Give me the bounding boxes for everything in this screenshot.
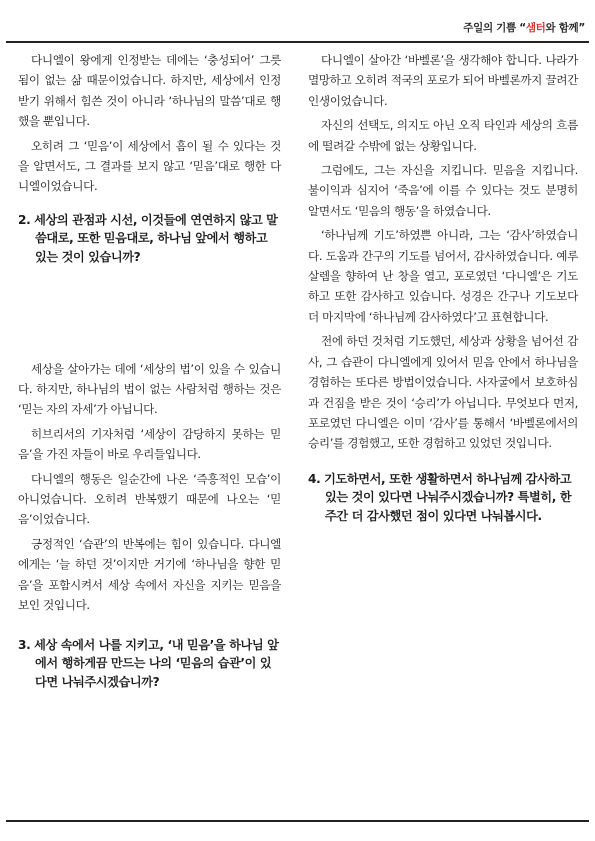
paragraph: 세상을 살아가는 데에 ‘세상의 법’이 있을 수 있습니다. 하지만, 하나님의 법이 없는 사람처럼 행하는 것은 ‘믿는 자의 자세’가 아닙니다. <box>18 361 281 417</box>
paragraph: 다니엘의 행동은 일순간에 나온 ‘즉흥적인 모습’이 아니었습니다. 오히려 반복했기 때문에 나오는 ‘믿음’이었습니다. <box>18 471 281 527</box>
paragraph: 긍정적인 ‘습관’의 반복에는 힘이 있습니다. 다니엘에게는 ‘늘 하던 것’이지만 거기에 ‘하나님을 향한 믿음’을 포함시켜서 세상 속에서 자신을 지키는 믿음을 보인 것입니다. <box>18 536 281 613</box>
paragraph: 다니엘이 살아간 ‘바벨론’을 생각해야 합니다. 나라가 멸망하고 오히려 적국의 포로가 되어 바벨론까지 끌려간 인생이었습니다. <box>308 53 578 108</box>
question-4: 4. 기도하면서, 또한 생활하면서 하나님께 감사하고 있는 것이 있다면 나눠주시겠습니까? 특별히, 한 주간 더 감사했던 점이 있다면 나눠봅시다. <box>308 471 572 523</box>
paragraph: 전에 하던 것처럼 기도했던, 세상과 상황을 넘어선 감사, 그 습관이 다니엘에게 있어서 믿음 안에서 하나님을 경험하는 또다른 방법이었습니다. 사자굴에서 보호하심과 건짐을 받은 것이 ‘승리’가 아닙니다. 무엇보다 먼저, 포로였던 다니엘은 이미 ‘감사’를 통해서 ‘바벨론에서의 승리’를 경험했고, 또한 경험하고 있었던 것입니다. <box>308 334 578 451</box>
spacer <box>18 201 281 211</box>
question-3: 3. 세상 속에서 나를 지키고, ‘내 믿음’을 하나님 앞에서 행하게끔 만드는 나의 ‘믿음의 습관’이 있다면 나눠주시겠습니까? <box>18 637 279 689</box>
paragraph: 히브리서의 기자처럼 ‘세상이 감당하지 못하는 믿음’을 가진 자들이 바로 우리들입니다. <box>18 426 281 462</box>
right-column <box>308 50 578 526</box>
spacer <box>18 620 281 636</box>
bottom-rule <box>6 820 589 822</box>
answer-space <box>18 267 281 359</box>
left-column <box>18 50 281 691</box>
paragraph: 다니엘이 왕에게 인정받는 데에는 ‘충성되어’ 그릇됨이 없는 삶 때문이었습니다. 하지만, 세상에서 인정받기 위해서 힘쓴 것이 아니라 ‘하나님의 말씀’대로 행했을 뿐입니다. <box>18 53 281 129</box>
paragraph: ‘하나님께 기도’하였쁜 아니라, 그는 ‘감사’하였습니다. 도움과 간구의 기도를 넘어서, 감사하였습니다. 예루살렘을 향하여 난 창을 열고, 포로였던 ‘다니엘’은 기도하고 또한 감사하고 있습니다. 성경은 간구나 기도보다 더 마지막에 ‘하나님께 감사하였다’고 표현합니다. <box>308 228 578 324</box>
paragraph: 자신의 선택도, 의지도 아닌 오직 타인과 세상의 흐름에 떨려갈 수밖에 없는 상황입니다. <box>308 118 578 153</box>
page-header <box>463 20 585 35</box>
header-suffix: 와 함께” <box>545 22 585 34</box>
question-2: 2. 세상의 관점과 시선, 이것들에 연연하지 않고 말씀대로, 또한 믿음대로, 하나님 앞에서 행하고 있는 것이 있습니까? <box>18 212 278 265</box>
header-prefix: 주일의 기쁨 “ <box>463 22 526 34</box>
paragraph: 오히려 그 ‘믿음’이 세상에서 흠이 될 수 있다는 것을 알면서도, 그 결과를 보지 않고 ‘믿음’대로 행한 다니엘이었습니다. <box>18 138 281 194</box>
top-rule <box>6 41 589 43</box>
paragraph: 그럼에도, 그는 자신을 지킵니다. 믿음을 지킵니다. 불이익과 심지어 ‘죽음’에 이를 수 있다는 것도 분명히 알면서도 ‘믿음의 행동’을 하였습니다. <box>308 163 578 218</box>
header-accent: 샘터 <box>525 22 546 34</box>
spacer <box>308 458 578 470</box>
